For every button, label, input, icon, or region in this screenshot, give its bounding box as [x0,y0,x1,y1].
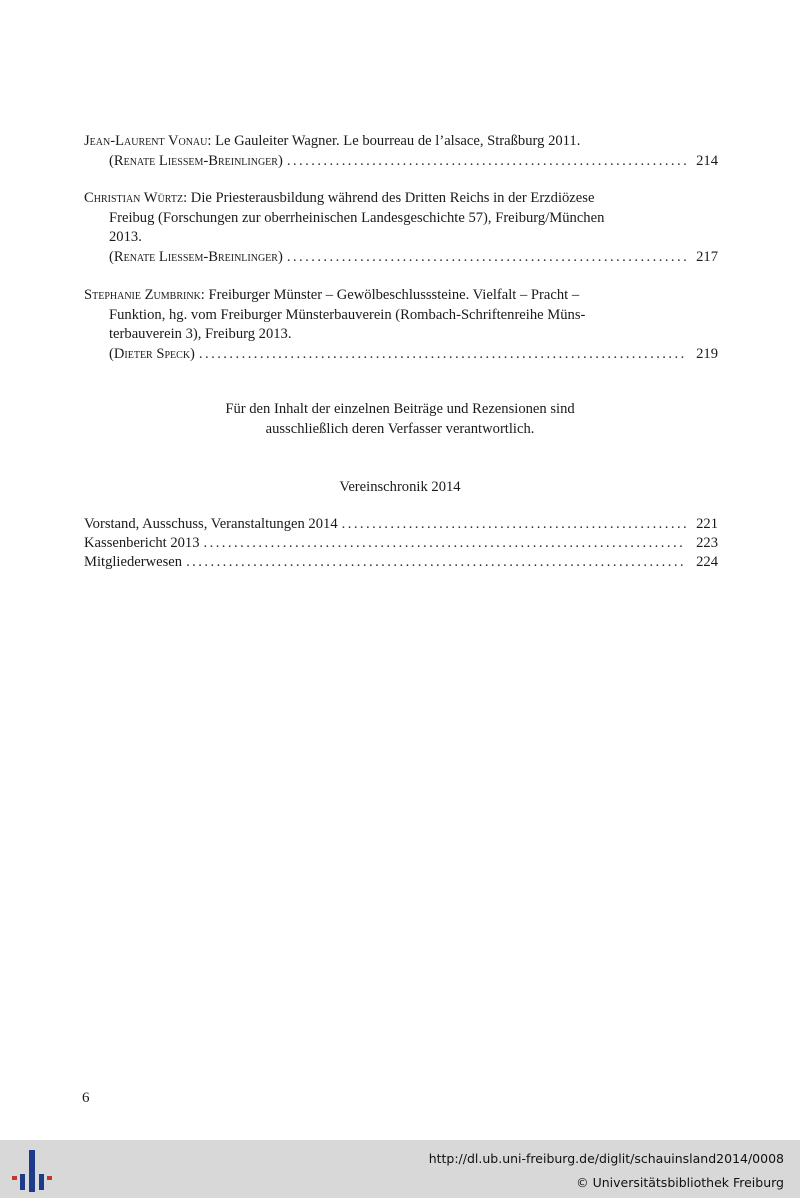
source-url-link[interactable]: http://dl.ub.uni-freiburg.de/diglit/schauinsland2014/0008 [428,1151,784,1166]
reviewer-name: (Renate Liessem-Breinlinger) [109,248,283,265]
page-reference: 217 [696,248,718,265]
reviewer-row [109,152,718,172]
toc-row [84,515,718,534]
footer-bar [0,1140,800,1198]
toc-row [84,553,718,572]
page-reference: 224 [696,554,718,570]
dot-leader [287,248,686,268]
review-author: Christian Würtz [84,190,184,206]
chronicle-toc [84,515,718,572]
page-reference: 223 [696,535,718,551]
review-title-line: terbauverein 3), Freiburg 2013. [109,326,292,342]
toc-label: Kassenbericht 2013 [84,535,200,551]
toc-row [84,534,718,553]
page-reference: 221 [696,516,718,532]
reviewer-row [109,248,718,268]
review-entry: Stephanie Zumbrink: Freiburger Münster – Gewölbeschlusssteine. Vielfalt – Pracht – Funktion, hg. vom Freiburger Münsterbauverein (Rombach-Schriftenreihe Müns- terbauverein 3), Freiburg 2013. (Dieter Speck) . . . 219 [84,286,718,364]
review-author: Jean-Laurent Vonau [84,133,208,149]
review-title-line: Freiburger Münster – Gewölbeschlusssteine. Vielfalt – Pracht – [208,287,580,303]
review-author: Stephanie Zumbrink [84,287,201,303]
reviewer-name: (Renate Liessem-Breinlinger) [109,152,283,169]
review-entry: Jean-Laurent Vonau: Le Gauleiter Wagner. Le bourreau de l’alsace, Straßburg 2011. (Renate Liessem-Breinlinger) . . . 214 [84,132,718,171]
page-reference: 214 [696,152,718,169]
reviewer-name: (Dieter Speck) [109,345,195,362]
page-reference: 219 [696,345,718,362]
page-number: 6 [82,1090,90,1106]
copyright-notice: © Universitätsbibliothek Freiburg [576,1175,784,1190]
disclaimer-line: ausschließlich deren Verfasser verantwortlich. [265,420,535,437]
dot-leader [186,553,686,572]
dot-leader [204,534,686,553]
review-title-line: Le Gauleiter Wagner. Le bourreau de l’alsace, Straßburg 2011. [215,133,581,149]
review-title-line: Freibug (Forschungen zur oberrheinischen Landesgeschichte 57), Freiburg/München [109,209,605,226]
disclaimer [0,400,800,439]
review-entry: Christian Würtz: Die Priesterausbildung während des Dritten Reichs in der Erzdiözese Freibug (Forschungen zur oberrheinischen Landesgeschichte 57), Freiburg/München 2013. (Renate Liessem-Breinlinger) . . . 217 [84,189,718,267]
section-heading: Vereinschronik 2014 [339,479,461,495]
review-title-line: Funktion, hg. vom Freiburger Münsterbauverein (Rombach-Schriftenreihe Müns- [109,306,586,323]
dot-leader [199,345,686,365]
review-title-line: Die Priesterausbildung während des Dritten Reichs in der Erzdiözese [190,190,595,206]
review-title-line: 2013. [109,229,142,245]
toc-label: Mitgliederwesen [84,554,183,570]
disclaimer-line: Für den Inhalt der einzelnen Beiträge und Rezensionen sind [225,401,575,417]
dot-leader [287,152,686,172]
toc-label: Vorstand, Ausschuss, Veranstaltungen 2014 [84,516,338,532]
dot-leader [342,515,686,534]
ub-freiburg-logo-icon [10,1148,54,1194]
reviewer-row [109,345,718,365]
